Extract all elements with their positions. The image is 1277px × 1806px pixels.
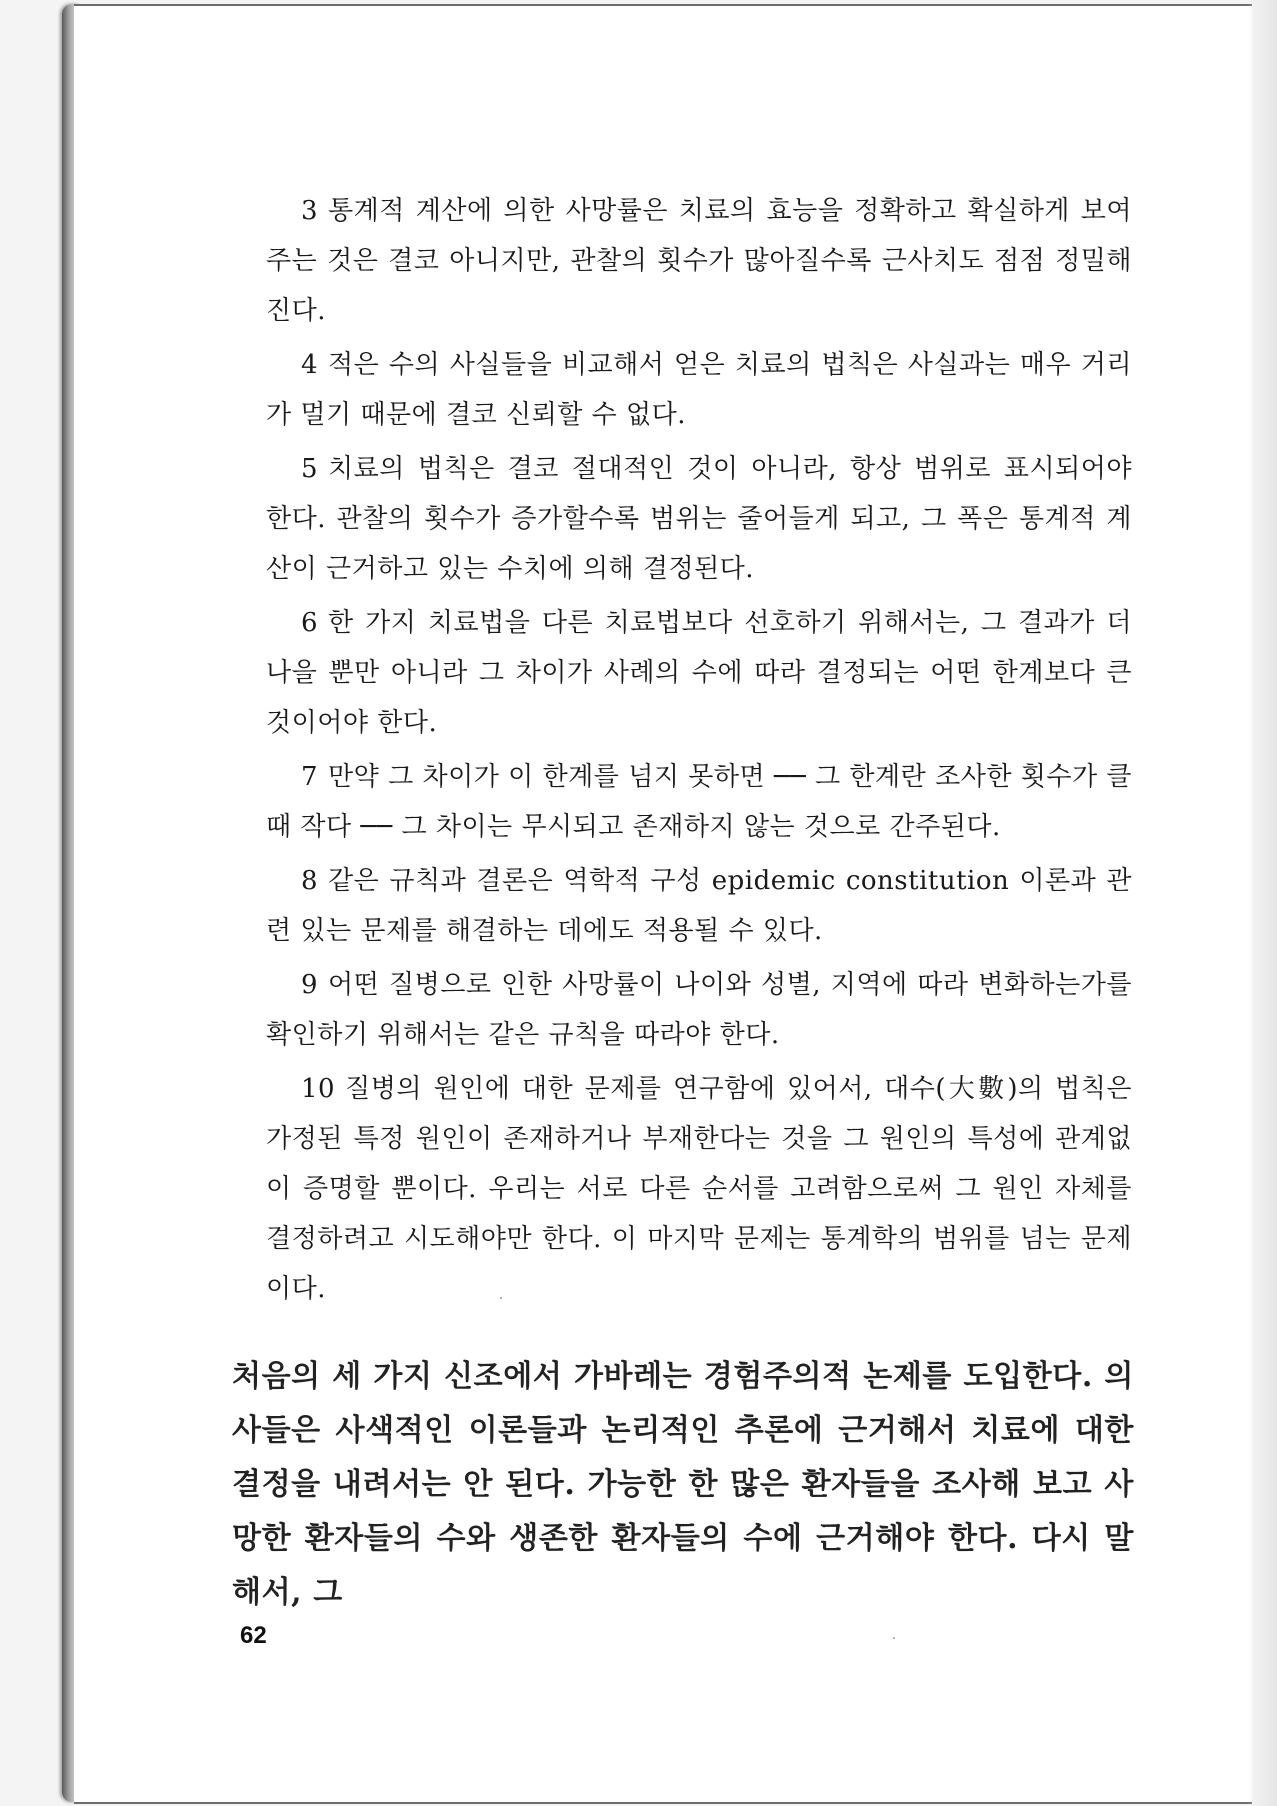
- item-number: 9: [301, 970, 319, 1000]
- item-number: 5: [301, 454, 319, 484]
- list-item: [266, 752, 1132, 852]
- item-number: 8: [301, 866, 319, 896]
- paragraph-text: 처음의 세 가지 신조에서 가바레는 경험주의적 논제를 도입한다. 의사들은 사색적인 이론들과 논리적인 추론에 근거해서 치료에 대한 결정을 내려서는 안 된다. 가능한 한 많은 환자들을 조사해 보고 사망한 환자들의 수와 생존한 환자들의 수에 근거해야 한다. 다시 말해서, 그: [232, 1359, 1134, 1610]
- item-text: 한 가지 치료법을 다른 치료법보다 선호하기 위해서는, 그 결과가 더 나을 뿐만 아니라 그 차이가 사례의 수에 따라 결정되는 어떤 한계보다 큰 것이어야 한다.: [266, 608, 1132, 738]
- item-number: 3: [301, 196, 319, 226]
- list-item: [266, 598, 1132, 748]
- main-paragraph: [232, 1350, 1134, 1620]
- item-text: 질병의 원인에 대한 문제를 연구함에 있어서, 대수(大數)의 법칙은 가정된 특정 원인이 존재하거나 부재한다는 것을 그 원인의 특성에 관계없이 증명할 뿐이다. 우리는 서로 다른 순서를 고려함으로써 그 원인 자체를 결정하려고 시도해야만 한다. 이 마지막 문제는 통계학의 범위를 넘는 문제이다.: [266, 1074, 1132, 1304]
- item-text: 통계적 계산에 의한 사망률은 치료의 효능을 정확하고 확실하게 보여주는 것은 결코 아니지만, 관찰의 횟수가 많아질수록 근사치도 점점 정밀해진다.: [266, 196, 1132, 326]
- list-item: [266, 340, 1132, 440]
- item-text: 같은 규칙과 결론은 역학적 구성 epidemic constitution 이론과 관련 있는 문제를 해결하는 데에도 적용될 수 있다.: [266, 866, 1132, 946]
- item-number: 10: [301, 1074, 336, 1104]
- item-text: 어떤 질병으로 인한 사망률이 나이와 성별, 지역에 따라 변화하는가를 확인하기 위해서는 같은 규칙을 따라야 한다.: [266, 970, 1132, 1050]
- page-number: 62: [240, 1622, 267, 1649]
- list-item: [266, 1064, 1132, 1314]
- item-number: 4: [301, 350, 319, 380]
- list-item: [266, 856, 1132, 956]
- item-number: 7: [301, 762, 319, 792]
- item-number: 6: [301, 608, 319, 638]
- scan-speck: [893, 1637, 895, 1639]
- item-text: 적은 수의 사실들을 비교해서 얻은 치료의 법칙은 사실과는 매우 거리가 멀기 때문에 결코 신뢰할 수 없다.: [266, 350, 1132, 430]
- numbered-list: [266, 186, 1132, 1318]
- list-item: [266, 960, 1132, 1060]
- item-text: 치료의 법칙은 결코 절대적인 것이 아니라, 항상 범위로 표시되어야 한다. 관찰의 횟수가 증가할수록 범위는 줄어들게 되고, 그 폭은 통계적 계산이 근거하고 있는 수치에 의해 결정된다.: [266, 454, 1132, 584]
- scan-speck: [500, 1297, 502, 1299]
- page-edge-shadow: [1247, 0, 1277, 1806]
- item-text: 만약 그 차이가 이 한계를 넘지 못하면 ── 그 한계란 조사한 횟수가 클 때 작다 ── 그 차이는 무시되고 존재하지 않는 것으로 간주된다.: [266, 762, 1132, 842]
- list-item: [266, 186, 1132, 336]
- list-item: [266, 444, 1132, 594]
